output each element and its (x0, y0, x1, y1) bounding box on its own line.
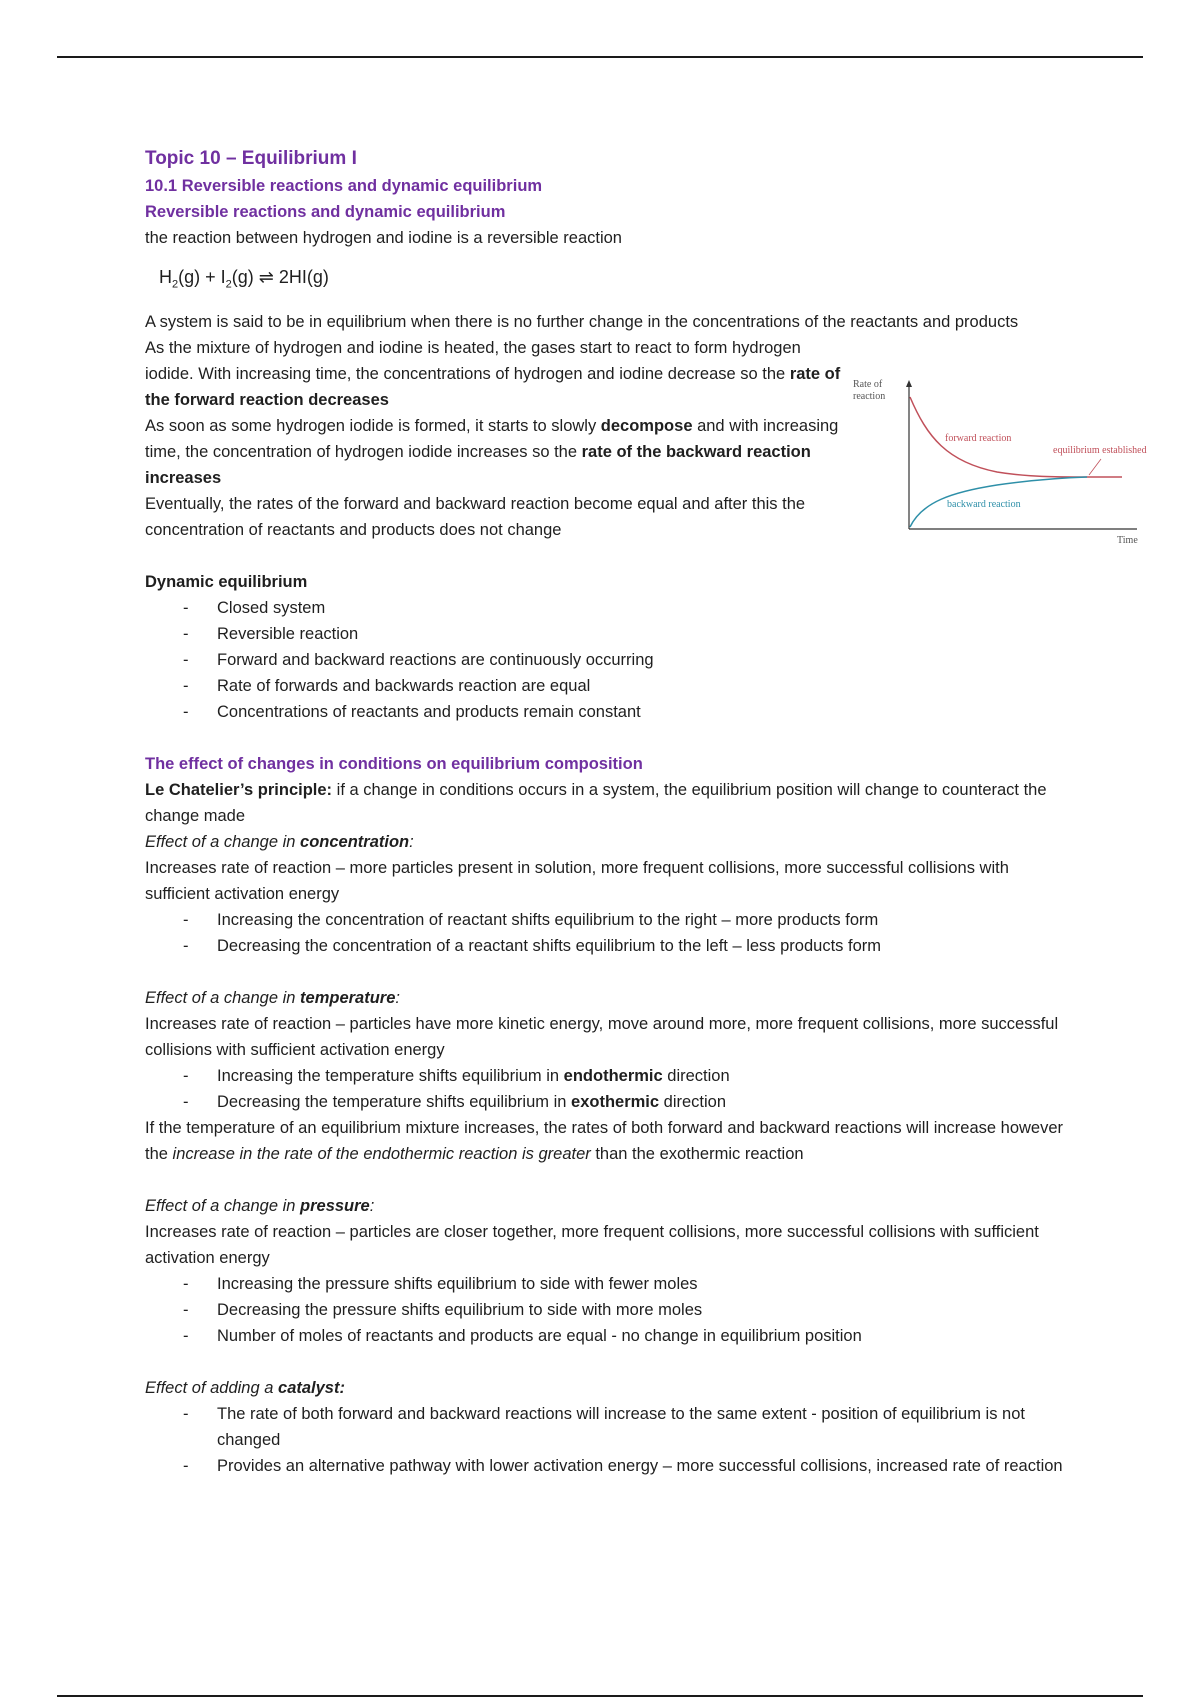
rate-time-graph (853, 377, 1177, 557)
list-item: - Number of moles of reactants and products are equal - no change in equilibrium position (183, 1323, 1065, 1349)
list-item: - Reversible reaction (183, 621, 1065, 647)
dynamic-equilibrium-title: Dynamic equilibrium (145, 572, 308, 591)
pressure-text: Increases rate of reaction – particles are closer together, more frequent collisions, more successful collisions with sufficient activation energy (145, 1222, 1039, 1267)
effects-title: The effect of changes in conditions on equilibrium composition (145, 754, 643, 773)
paragraph-backward: As soon as some hydrogen iodide is formed, it starts to slowly decompose and with increasing time, the concentration of hydrogen iodide increases so the rate of the backward reaction increases (145, 416, 839, 487)
intro-line: the reaction between hydrogen and iodine is a reversible reaction (145, 229, 622, 247)
catalyst-list (145, 1401, 1065, 1479)
list-item: - Concentrations of reactants and products remain constant (183, 699, 1065, 725)
list-item: - Decreasing the concentration of a reactant shifts equilibrium to the left – less products form (183, 933, 1065, 959)
section-title: 10.1 Reversible reactions and dynamic equilibrium (145, 177, 543, 195)
intro-text (145, 335, 845, 543)
list-item: - Increasing the pressure shifts equilibrium to side with fewer moles (183, 1271, 1065, 1297)
list-item: - Increasing the concentration of reactant shifts equilibrium to the right – more products form (183, 907, 1065, 933)
graph-x-label: Time (1117, 534, 1138, 546)
equilibrium-label: equilibrium established (1053, 444, 1147, 456)
graph-y-arrow (906, 380, 912, 387)
concentration-list (145, 907, 1065, 959)
pressure-list (145, 1271, 1065, 1349)
temperature-text: Increases rate of reaction – particles have more kinetic energy, move around more, more frequent collisions, more successful collisions with sufficient activation energy (145, 1014, 1059, 1059)
list-item: - Provides an alternative pathway with lower activation energy – more successful collisions, increased rate of reaction (183, 1453, 1065, 1479)
equilibrium-pointer (1089, 459, 1101, 475)
subsection-title: Reversible reactions and dynamic equilibrium (145, 203, 506, 221)
list-item: - Rate of forwards and backwards reaction are equal (183, 673, 1065, 699)
eq-h-sub: 2 (172, 278, 179, 291)
eq-h-state: (g) + I (178, 267, 226, 287)
le-chatelier-principle: Le Chatelier’s principle: if a change in conditions occurs in a system, the equilibrium position will change to counteract the change made (145, 780, 1047, 825)
concentration-heading: Effect of a change in concentration: (145, 832, 414, 851)
equilibrium-arrow: ⇌ (258, 267, 274, 287)
list-item: - Decreasing the pressure shifts equilibrium to side with more moles (183, 1297, 1065, 1323)
list-item: - Forward and backward reactions are continuously occurring (183, 647, 1065, 673)
forward-curve (910, 397, 1122, 477)
document-page (145, 145, 1147, 1479)
topic-title: Topic 10 – Equilibrium I (145, 148, 357, 169)
temperature-list (145, 1063, 1065, 1115)
forward-label: forward reaction (945, 432, 1012, 444)
paragraph-forward: As the mixture of hydrogen and iodine is heated, the gases start to react to form hydrogen iodide. With increasing time, the concentrations of hydrogen and iodine decrease so the rate of the forward reaction decreases (145, 338, 841, 409)
list-item: - Increasing the temperature shifts equilibrium in endothermic direction (183, 1063, 1065, 1089)
dynamic-equilibrium-list (145, 595, 1065, 725)
eq-product: 2HI(g) (278, 267, 329, 287)
concentration-text: Increases rate of reaction – more particles present in solution, more frequent collisions, more successful collisions with sufficient activation energy (145, 858, 1009, 903)
catalyst-heading: Effect of adding a catalyst: (145, 1378, 345, 1397)
temperature-note: If the temperature of an equilibrium mixture increases, the rates of both forward and backward reactions will increase however the increase in the rate of the endothermic reaction is greater than the exothermic reaction (145, 1118, 1064, 1163)
backward-label: backward reaction (947, 498, 1021, 510)
top-rule (57, 56, 1143, 58)
eq-h: H (159, 267, 172, 287)
list-item: - Closed system (183, 595, 1065, 621)
eq-i-sub: 2 (225, 278, 232, 291)
bottom-rule (57, 1695, 1143, 1697)
list-item: - Decreasing the temperature shifts equilibrium in exothermic direction (183, 1089, 1065, 1115)
graph-y-label-2: reaction (853, 390, 886, 402)
pressure-heading: Effect of a change in pressure: (145, 1196, 375, 1215)
intro-block (145, 335, 1147, 546)
graph-y-label-1: Rate of (853, 378, 883, 390)
reaction-equation (159, 263, 1065, 299)
equilibrium-definition: A system is said to be in equilibrium when there is no further change in the concentrations of the reactants and products (145, 312, 1019, 331)
paragraph-equal-rates: Eventually, the rates of the forward and backward reaction become equal and after this the concentration of reactants and products does not change (145, 494, 806, 539)
eq-i-state: (g) (231, 267, 254, 287)
temperature-heading: Effect of a change in temperature: (145, 988, 400, 1007)
list-item: - The rate of both forward and backward reactions will increase to the same extent - position of equilibrium is not changed (183, 1401, 1065, 1453)
